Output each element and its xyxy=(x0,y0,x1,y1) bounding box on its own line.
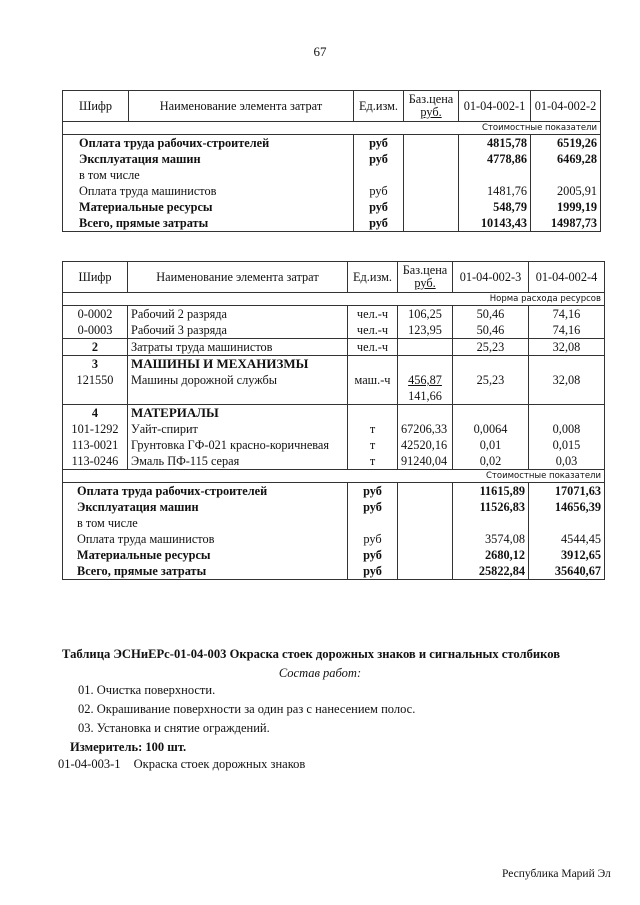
row-code: 101-1292 xyxy=(63,421,128,437)
row-name: Машины дорожной службы xyxy=(131,373,278,387)
row-value-1: 0,0064 xyxy=(453,421,529,437)
row-unit: т xyxy=(348,421,398,437)
row-price xyxy=(404,215,459,232)
table-row xyxy=(63,453,605,470)
row-unit: руб xyxy=(354,151,404,167)
row-value-1: 3574,08 xyxy=(453,531,529,547)
price-bottom: 141,66 xyxy=(408,389,442,403)
row-price: 67206,33 xyxy=(398,421,453,437)
row-unit: руб xyxy=(348,483,398,500)
row-value-2: 14656,39 xyxy=(529,499,605,515)
row-price xyxy=(398,339,453,356)
row-name: Материальные ресурсы xyxy=(63,547,348,563)
header-unit: Ед.изм. xyxy=(348,262,398,293)
table-row xyxy=(63,135,601,152)
footer-region: Республика Марий Эл xyxy=(502,868,611,880)
header-base-price xyxy=(398,262,453,293)
row-unit: маш.-ч xyxy=(348,356,398,405)
row-unit xyxy=(348,515,398,531)
row-unit: т xyxy=(348,453,398,470)
row-value-2: 2005,91 xyxy=(531,183,601,199)
meter-label: Измеритель: 100 шт. xyxy=(70,740,187,754)
row-value-1: 2680,12 xyxy=(453,547,529,563)
row-price xyxy=(398,356,453,405)
row-value-1: 4778,86 xyxy=(459,151,531,167)
row-value-2: 74,16 xyxy=(529,306,605,323)
row-value-2 xyxy=(531,167,601,183)
row-name: Всего, прямые затраты xyxy=(63,215,354,232)
row-name: в том числе xyxy=(63,515,348,531)
row-value-2 xyxy=(529,515,605,531)
row-name: Оплата труда рабочих-строителей xyxy=(63,135,354,152)
row-value-1: 25,23 xyxy=(453,356,529,405)
header-unit: Ед.изм. xyxy=(354,91,404,122)
row-value-2: 4544,45 xyxy=(529,531,605,547)
row-value-1: 11526,83 xyxy=(453,499,529,515)
row-price xyxy=(404,135,459,152)
cost-table-2 xyxy=(62,261,605,580)
machines-codes xyxy=(63,356,128,405)
row-value-1: 548,79 xyxy=(459,199,531,215)
row-value-1: 25822,84 xyxy=(453,563,529,580)
row-value-2: 17071,63 xyxy=(529,483,605,500)
row-unit: чел.-ч xyxy=(348,322,398,339)
row-code: 2 xyxy=(63,339,128,356)
row-name: Оплата труда машинистов xyxy=(63,531,348,547)
header-code: Шифр xyxy=(63,262,128,293)
row-value-2: 3912,65 xyxy=(529,547,605,563)
table-row xyxy=(63,183,601,199)
page-number: 67 xyxy=(313,44,327,59)
row-price xyxy=(404,199,459,215)
row-value-2: 1999,19 xyxy=(531,199,601,215)
table-row xyxy=(63,563,605,580)
table-row xyxy=(63,167,601,183)
row-value-1: 11615,89 xyxy=(453,483,529,500)
row-price: 42520,16 xyxy=(398,437,453,453)
row-value-2: 14987,73 xyxy=(531,215,601,232)
section-label-row xyxy=(63,122,601,135)
base-price-unit: руб. xyxy=(414,276,436,290)
header-col2: 01-04-002-4 xyxy=(529,262,605,293)
row-value-2: 35640,67 xyxy=(529,563,605,580)
row-name: Оплата труда машинистов xyxy=(63,183,354,199)
table-row xyxy=(63,151,601,167)
row-name: Затраты труда машинистов xyxy=(128,339,348,356)
section-code: 4 xyxy=(63,405,128,422)
table-row xyxy=(63,547,605,563)
row-value-1: 0,01 xyxy=(453,437,529,453)
section-label: Стоимостные показатели xyxy=(63,122,601,135)
row-name: Рабочий 3 разряда xyxy=(128,322,348,339)
row-unit: руб xyxy=(354,215,404,232)
table-row xyxy=(63,499,605,515)
table-header xyxy=(63,91,601,122)
norm-label: Норма расхода ресурсов xyxy=(63,293,605,306)
row-unit: чел.-ч xyxy=(348,339,398,356)
section-name: МАТЕРИАЛЫ xyxy=(128,405,348,422)
row-value-1: 1481,76 xyxy=(459,183,531,199)
row-unit: руб xyxy=(354,135,404,152)
row-name: Грунтовка ГФ-021 красно-коричневая xyxy=(128,437,348,453)
work-item: 01. Очистка поверхности. xyxy=(78,683,216,697)
row-code: 0-0002 xyxy=(63,306,128,323)
row-value-2: 6469,28 xyxy=(531,151,601,167)
row-value-1: 10143,43 xyxy=(459,215,531,232)
row-code: 113-0021 xyxy=(63,437,128,453)
table-row xyxy=(63,515,605,531)
row-unit: руб xyxy=(348,563,398,580)
header-col1: 01-04-002-3 xyxy=(453,262,529,293)
row-unit: руб xyxy=(348,547,398,563)
row-value-1 xyxy=(459,167,531,183)
row-value-2: 0,008 xyxy=(529,421,605,437)
row-value-2: 6519,26 xyxy=(531,135,601,152)
row-price xyxy=(404,183,459,199)
row-unit: руб xyxy=(354,199,404,215)
row-price: 91240,04 xyxy=(398,453,453,470)
row-name: Оплата труда рабочих-строителей xyxy=(63,483,348,500)
row-name: Материальные ресурсы xyxy=(63,199,354,215)
row-name: Всего, прямые затраты xyxy=(63,563,348,580)
row-price xyxy=(404,151,459,167)
norm-label-row xyxy=(63,293,605,306)
header-name: Наименование элемента затрат xyxy=(128,262,348,293)
header-name: Наименование элемента затрат xyxy=(129,91,354,122)
table-row xyxy=(63,437,605,453)
base-price-label: Баз.цена xyxy=(402,263,448,277)
row-name: в том числе xyxy=(63,167,354,183)
row-value-2: 32,08 xyxy=(529,356,605,405)
row-code: 0-0003 xyxy=(63,322,128,339)
row-unit: чел.-ч xyxy=(348,306,398,323)
item-code: 01-04-003-1 xyxy=(58,757,121,771)
table-row xyxy=(63,215,601,232)
row-value-2: 74,16 xyxy=(529,322,605,339)
cost-table-1 xyxy=(62,90,601,232)
header-code: Шифр xyxy=(63,91,129,122)
row-name: Эксплуатация машин xyxy=(63,151,354,167)
item-line xyxy=(58,757,315,772)
section-code: 3 xyxy=(91,357,99,371)
row-code: 113-0246 xyxy=(63,453,128,470)
work-item: 03. Установка и снятие ограждений. xyxy=(78,721,270,735)
base-price-unit: руб. xyxy=(420,105,442,119)
table-row xyxy=(63,322,605,339)
row-name: Эмаль ПФ-115 серая xyxy=(128,453,348,470)
materials-section-header xyxy=(63,405,605,422)
row-unit: т xyxy=(348,437,398,453)
table-row xyxy=(63,339,605,356)
machines-section-row xyxy=(63,356,605,405)
table-row xyxy=(63,306,605,323)
table-row xyxy=(63,483,605,500)
table-row xyxy=(63,199,601,215)
header-col2: 01-04-002-2 xyxy=(531,91,601,122)
row-price xyxy=(404,167,459,183)
item-name: Окраска стоек дорожных знаков xyxy=(133,757,306,771)
row-name: Уайт-спирит xyxy=(128,421,348,437)
table-row xyxy=(63,531,605,547)
row-unit: руб xyxy=(348,499,398,515)
row-value-2: 32,08 xyxy=(529,339,605,356)
row-value-1 xyxy=(453,515,529,531)
work-item: 02. Окрашивание поверхности за один раз с нанесением полос. xyxy=(78,702,416,716)
table-header xyxy=(63,262,605,293)
row-name: Рабочий 2 разряда xyxy=(128,306,348,323)
row-value-1: 50,46 xyxy=(453,306,529,323)
row-value-1: 4815,78 xyxy=(459,135,531,152)
section-name: МАШИНЫ И МЕХАНИЗМЫ xyxy=(131,356,309,371)
section-subtitle: Состав работ: xyxy=(278,666,362,680)
row-value-1: 50,46 xyxy=(453,322,529,339)
table-row xyxy=(63,421,605,437)
row-code: 121550 xyxy=(76,373,114,387)
row-unit: руб xyxy=(348,531,398,547)
base-price-label: Баз.цена xyxy=(408,92,454,106)
row-price: 106,25 xyxy=(398,306,453,323)
machines-names xyxy=(128,356,348,405)
header-col1: 01-04-002-1 xyxy=(459,91,531,122)
row-name: Эксплуатация машин xyxy=(63,499,348,515)
row-value-1: 25,23 xyxy=(453,339,529,356)
header-base-price xyxy=(404,91,459,122)
cost-label: Стоимостные показатели xyxy=(63,470,605,483)
row-unit xyxy=(354,167,404,183)
row-value-2: 0,015 xyxy=(529,437,605,453)
row-value-1: 0,02 xyxy=(453,453,529,470)
row-price: 123,95 xyxy=(398,322,453,339)
cost-label-row xyxy=(63,470,605,483)
row-unit: руб xyxy=(354,183,404,199)
row-value-2: 0,03 xyxy=(529,453,605,470)
section-title: Таблица ЭСНиЕРс-01-04-003 Окраска стоек дорожных знаков и сигнальных столбиков xyxy=(62,647,561,661)
price-top: 456,87 xyxy=(408,373,442,387)
